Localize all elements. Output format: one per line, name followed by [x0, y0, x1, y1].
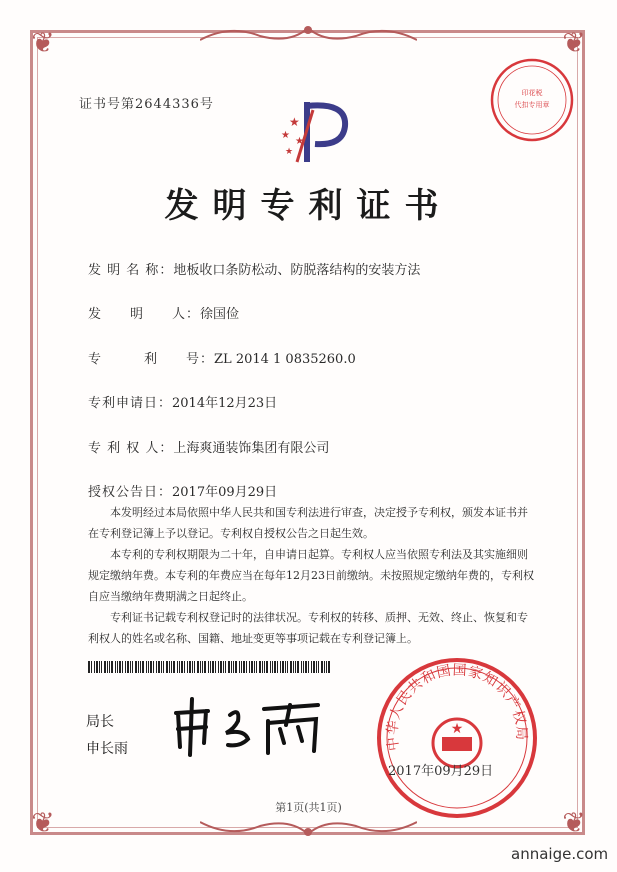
corner-ornament-icon: ❦ [31, 26, 55, 59]
barcode-bar [235, 661, 237, 673]
barcode-bar [148, 661, 149, 673]
field-value: ZL 2014 1 0835260.0 [214, 352, 356, 367]
barcode-bar [99, 661, 100, 673]
barcode-bar [305, 661, 307, 673]
barcode-bar [301, 661, 302, 673]
field-label: 专利申请日： [88, 396, 173, 411]
barcode-bar [171, 661, 172, 673]
barcode-bar [140, 661, 141, 673]
barcode-bar [254, 661, 255, 673]
barcode-bar [228, 661, 230, 673]
bottom-ornament-icon [200, 818, 417, 840]
barcode-bar [202, 661, 203, 673]
barcode-bar [192, 661, 193, 673]
barcode-bar [117, 661, 118, 673]
barcode-bar [308, 661, 309, 673]
svg-text:★: ★ [295, 136, 304, 147]
watermark: annaige.com [511, 845, 609, 863]
barcode-bar [316, 661, 317, 673]
svg-text:★: ★ [289, 115, 300, 129]
barcode-bar [94, 661, 95, 673]
barcode [88, 661, 333, 673]
field-label: 发 明 人： [88, 307, 201, 322]
barcode-bar [119, 661, 121, 673]
barcode-bar [297, 661, 299, 673]
page-number: 第1页(共1页) [275, 801, 342, 814]
barcode-bar [239, 661, 240, 673]
field-announcement-date [88, 481, 277, 500]
body-paragraph: 本专利的专利权期限为二十年，自申请日起算。专利权人应当依照专利法及其实施细则规定缴纳年费。本专利的年费应当在每年12月23日前缴纳。未按照规定缴纳年费的，专利权自应当缴纳年费期满之日起终止。 [88, 548, 534, 603]
signatory-title: 局长 [86, 714, 114, 730]
field-label: 授权公告日： [88, 485, 173, 500]
barcode-bar [130, 661, 131, 673]
barcode-bar [295, 661, 296, 673]
barcode-bar [243, 661, 245, 673]
patent-office-logo-icon [275, 96, 355, 164]
barcode-bar [91, 661, 92, 673]
barcode-bar [153, 661, 154, 673]
barcode-bar [166, 661, 168, 673]
seal-date: 2017年09月29日 [388, 764, 494, 779]
barcode-bar [264, 661, 265, 673]
official-seal [374, 655, 540, 821]
barcode-bar [218, 661, 219, 673]
field-label: 专 利 权 人： [88, 441, 174, 456]
barcode-bar [208, 661, 209, 673]
barcode-bar [220, 661, 222, 673]
field-patent-holder [88, 437, 329, 456]
barcode-bar [212, 661, 214, 673]
barcode-bar [241, 661, 242, 673]
barcode-bar [318, 661, 319, 673]
corner-ornament-icon: ❦ [562, 26, 586, 59]
barcode-bar [251, 661, 253, 673]
field-application-date [88, 392, 277, 411]
barcode-bar [280, 661, 281, 673]
barcode-bar [204, 661, 206, 673]
barcode-bar [246, 661, 247, 673]
barcode-bar [88, 661, 90, 673]
field-invention-name [88, 259, 420, 278]
barcode-bar [109, 661, 110, 673]
svg-text:中华人民共和国国家知识产权局: 中华人民共和国国家知识产权局 [384, 662, 530, 752]
barcode-bar [321, 661, 323, 673]
barcode-bar [326, 661, 327, 673]
barcode-bar [111, 661, 113, 673]
barcode-bar [158, 661, 160, 673]
barcode-bar [303, 661, 304, 673]
barcode-bar [293, 661, 294, 673]
barcode-bar [328, 661, 330, 673]
barcode-bar [210, 661, 211, 673]
barcode-bar [285, 661, 286, 673]
barcode-bar [231, 661, 232, 673]
barcode-bar [225, 661, 226, 673]
barcode-bar [200, 661, 201, 673]
barcode-bar [150, 661, 152, 673]
barcode-bar [223, 661, 224, 673]
barcode-bar [287, 661, 288, 673]
barcode-bar [256, 661, 257, 673]
svg-text:代扣专用章: 代扣专用章 [514, 101, 550, 109]
svg-text:★: ★ [281, 130, 290, 141]
barcode-bar [215, 661, 216, 673]
barcode-bar [138, 661, 139, 673]
barcode-bar [169, 661, 170, 673]
barcode-bar [146, 661, 147, 673]
barcode-bar [274, 661, 276, 673]
barcode-bar [135, 661, 137, 673]
barcode-bar [177, 661, 178, 673]
signatory-name: 申长雨 [86, 741, 128, 757]
barcode-bar [184, 661, 185, 673]
barcode-bar [181, 661, 183, 673]
barcode-bar [115, 661, 116, 673]
field-value: 地板收口条防松动、防脱落结构的安装方法 [173, 263, 421, 278]
barcode-bar [96, 661, 98, 673]
field-patent-number [88, 348, 356, 367]
barcode-bar [161, 661, 162, 673]
certificate-number: 证书号第2644336号 [79, 97, 214, 112]
top-ornament-icon [200, 22, 417, 44]
svg-text:★: ★ [285, 147, 294, 157]
barcode-bar [313, 661, 315, 673]
barcode-bar [266, 661, 268, 673]
barcode-bar [282, 661, 284, 673]
barcode-bar [290, 661, 292, 673]
field-inventor [88, 303, 239, 322]
tax-stamp-seal [487, 55, 577, 145]
barcode-bar [233, 661, 234, 673]
barcode-bar [187, 661, 188, 673]
barcode-bar [132, 661, 133, 673]
barcode-bar [163, 661, 164, 673]
barcode-bar [179, 661, 180, 673]
barcode-bar [259, 661, 261, 673]
barcode-bar [125, 661, 126, 673]
barcode-bar [173, 661, 175, 673]
barcode-bar [189, 661, 191, 673]
barcode-bar [262, 661, 263, 673]
handwritten-signature-icon [168, 695, 328, 759]
field-value: 2017年09月29日 [172, 485, 278, 500]
body-paragraph: 专利证书记载专利权登记时的法律状况。专利权的转移、质押、无效、终止、恢复和专利权人的姓名或名称、国籍、地址变更等事项记载在专利登记簿上。 [88, 611, 528, 645]
barcode-bar [270, 661, 271, 673]
barcode-bar [272, 661, 273, 673]
barcode-bar [142, 661, 144, 673]
certificate-title: 发明专利证书 [164, 186, 453, 226]
barcode-bar [127, 661, 129, 673]
barcode-bar [122, 661, 123, 673]
barcode-bar [311, 661, 312, 673]
barcode-bar [194, 661, 195, 673]
field-value: 2014年12月23日 [172, 396, 278, 411]
barcode-bar [277, 661, 278, 673]
corner-ornament-icon: ❦ [562, 806, 586, 839]
barcode-bar [249, 661, 250, 673]
certificate-body [88, 502, 538, 649]
barcode-bar [104, 661, 106, 673]
field-value: 徐国俭 [200, 307, 240, 322]
field-label: 发 明 名 称： [88, 263, 174, 278]
barcode-bar [197, 661, 199, 673]
barcode-bar [156, 661, 157, 673]
barcode-bar [107, 661, 108, 673]
field-value: 上海爽通装饰集团有限公司 [173, 441, 330, 456]
svg-text:★: ★ [450, 721, 464, 737]
body-paragraph: 本发明经过本局依照中华人民共和国专利法进行审查，决定授予专利权，颁发本证书并在专利登记簿上予以登记。专利权自授权公告之日起生效。 [88, 506, 528, 540]
corner-ornament-icon: ❦ [31, 806, 55, 839]
barcode-bar [324, 661, 325, 673]
barcode-bar [101, 661, 102, 673]
svg-text:印花税: 印花税 [521, 89, 543, 97]
field-label: 专 利 号： [88, 352, 215, 367]
